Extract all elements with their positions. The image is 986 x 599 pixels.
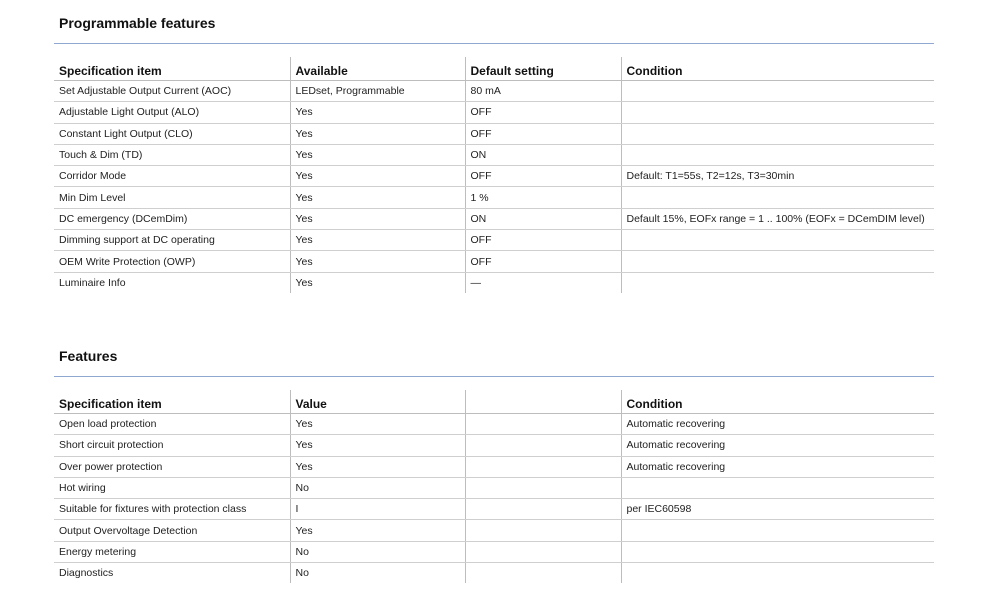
cell-available: Yes xyxy=(290,272,465,293)
cell-condition: Automatic recovering xyxy=(621,456,934,477)
cell-condition xyxy=(621,102,934,123)
header-available: Available xyxy=(290,57,465,81)
cell-available: Yes xyxy=(290,230,465,251)
table-row xyxy=(54,541,934,562)
cell-default-setting: ON xyxy=(465,144,621,165)
cell-spec-item: Diagnostics xyxy=(59,567,114,580)
header-value: Value xyxy=(290,390,465,414)
cell-available: Yes xyxy=(290,102,465,123)
cell-available: Yes xyxy=(290,187,465,208)
cell-condition: per IEC60598 xyxy=(621,499,934,520)
cell-empty xyxy=(465,435,621,456)
table-row xyxy=(54,456,934,477)
programmable-features-title: Programmable features xyxy=(59,15,216,31)
cell-condition xyxy=(621,230,934,251)
table-row xyxy=(54,520,934,541)
table-row xyxy=(54,251,934,272)
cell-default-setting: 80 mA xyxy=(465,81,621,102)
cell-spec-item: Over power protection xyxy=(54,456,290,477)
cell-empty xyxy=(465,499,621,520)
cell-default-setting: 1 % xyxy=(465,187,621,208)
cell-spec-item: Touch & Dim (TD) xyxy=(54,144,290,165)
table-row xyxy=(54,477,934,498)
cell-condition xyxy=(621,541,934,562)
table-row xyxy=(54,102,934,123)
cell-condition xyxy=(621,123,934,144)
cell-condition xyxy=(621,563,934,584)
cell-condition xyxy=(621,81,934,102)
cell-default-setting: OFF xyxy=(465,230,621,251)
header-condition: Condition xyxy=(621,57,934,81)
cell-condition xyxy=(621,144,934,165)
table-row xyxy=(54,499,934,520)
cell-default-setting: OFF xyxy=(465,102,621,123)
cell-spec-item: Short circuit protection xyxy=(54,435,290,456)
cell-spec-item: Output Overvoltage Detection xyxy=(54,520,290,541)
cell-empty xyxy=(465,414,621,435)
cell-value: Yes xyxy=(290,520,465,541)
cell-value: Yes xyxy=(290,414,465,435)
cell-spec-item: Luminaire Info xyxy=(59,276,126,289)
cell-condition: Automatic recovering xyxy=(621,414,934,435)
table-row xyxy=(54,166,934,187)
cell-spec-item: Hot wiring xyxy=(54,477,290,498)
table-row xyxy=(54,272,934,293)
cell-condition xyxy=(621,251,934,272)
table-row xyxy=(54,208,934,229)
cell-spec-item: Energy metering xyxy=(54,541,290,562)
cell-condition: Default: T1=55s, T2=12s, T3=30min xyxy=(621,166,934,187)
header-specification-item: Specification item xyxy=(54,57,290,81)
cell-condition xyxy=(621,272,934,293)
cell-empty xyxy=(465,477,621,498)
cell-spec-item: Open load protection xyxy=(54,414,290,435)
table-row xyxy=(54,435,934,456)
cell-empty xyxy=(465,456,621,477)
table-row xyxy=(54,144,934,165)
cell-empty xyxy=(465,563,621,584)
cell-default-setting: OFF xyxy=(465,123,621,144)
cell-spec-item: Constant Light Output (CLO) xyxy=(54,123,290,144)
cell-default-setting: OFF xyxy=(465,166,621,187)
cell-spec-item: Corridor Mode xyxy=(54,166,290,187)
features-table xyxy=(54,390,934,583)
cell-condition: Automatic recovering xyxy=(621,435,934,456)
cell-value: No xyxy=(290,563,465,584)
header-default-setting: Default setting xyxy=(465,57,621,81)
cell-available: Yes xyxy=(290,251,465,272)
table-row xyxy=(54,81,934,102)
features-divider xyxy=(54,376,934,377)
cell-spec-item: Min Dim Level xyxy=(54,187,290,208)
cell-empty xyxy=(465,541,621,562)
table-row xyxy=(54,230,934,251)
table-row xyxy=(54,563,934,584)
table-row xyxy=(54,414,934,435)
cell-value: No xyxy=(290,477,465,498)
cell-default-setting: ON xyxy=(465,208,621,229)
cell-spec-item: Set Adjustable Output Current (AOC) xyxy=(54,81,290,102)
cell-spec-item: Suitable for fixtures with protection class xyxy=(54,499,290,520)
cell-value: Yes xyxy=(290,456,465,477)
cell-available: Yes xyxy=(290,123,465,144)
cell-spec-item: Adjustable Light Output (ALO) xyxy=(54,102,290,123)
header-specification-item: Specification item xyxy=(54,390,290,414)
cell-spec-item: DC emergency (DCemDim) xyxy=(54,208,290,229)
cell-available: LEDset, Programmable xyxy=(290,81,465,102)
programmable-features-divider xyxy=(54,43,934,44)
programmable-features-table xyxy=(54,57,934,293)
cell-value: No xyxy=(290,541,465,562)
cell-available: Yes xyxy=(290,166,465,187)
table-row xyxy=(54,123,934,144)
cell-default-setting: OFF xyxy=(465,251,621,272)
table-header-row xyxy=(54,57,934,81)
header-empty xyxy=(465,390,621,414)
table-header-row xyxy=(54,390,934,414)
cell-spec-item: Dimming support at DC operating xyxy=(54,230,290,251)
cell-condition xyxy=(621,187,934,208)
cell-empty xyxy=(465,520,621,541)
cell-condition: Default 15%, EOFx range = 1 .. 100% (EOFx = DCemDIM level) xyxy=(621,208,934,229)
table-row xyxy=(54,187,934,208)
cell-condition xyxy=(621,520,934,541)
cell-value: Yes xyxy=(290,435,465,456)
cell-available: Yes xyxy=(290,208,465,229)
cell-condition xyxy=(621,477,934,498)
features-title: Features xyxy=(59,348,118,364)
cell-value: I xyxy=(290,499,465,520)
cell-available: Yes xyxy=(290,144,465,165)
header-condition: Condition xyxy=(621,390,934,414)
cell-spec-item: OEM Write Protection (OWP) xyxy=(54,251,290,272)
cell-default-setting: — xyxy=(465,272,621,293)
